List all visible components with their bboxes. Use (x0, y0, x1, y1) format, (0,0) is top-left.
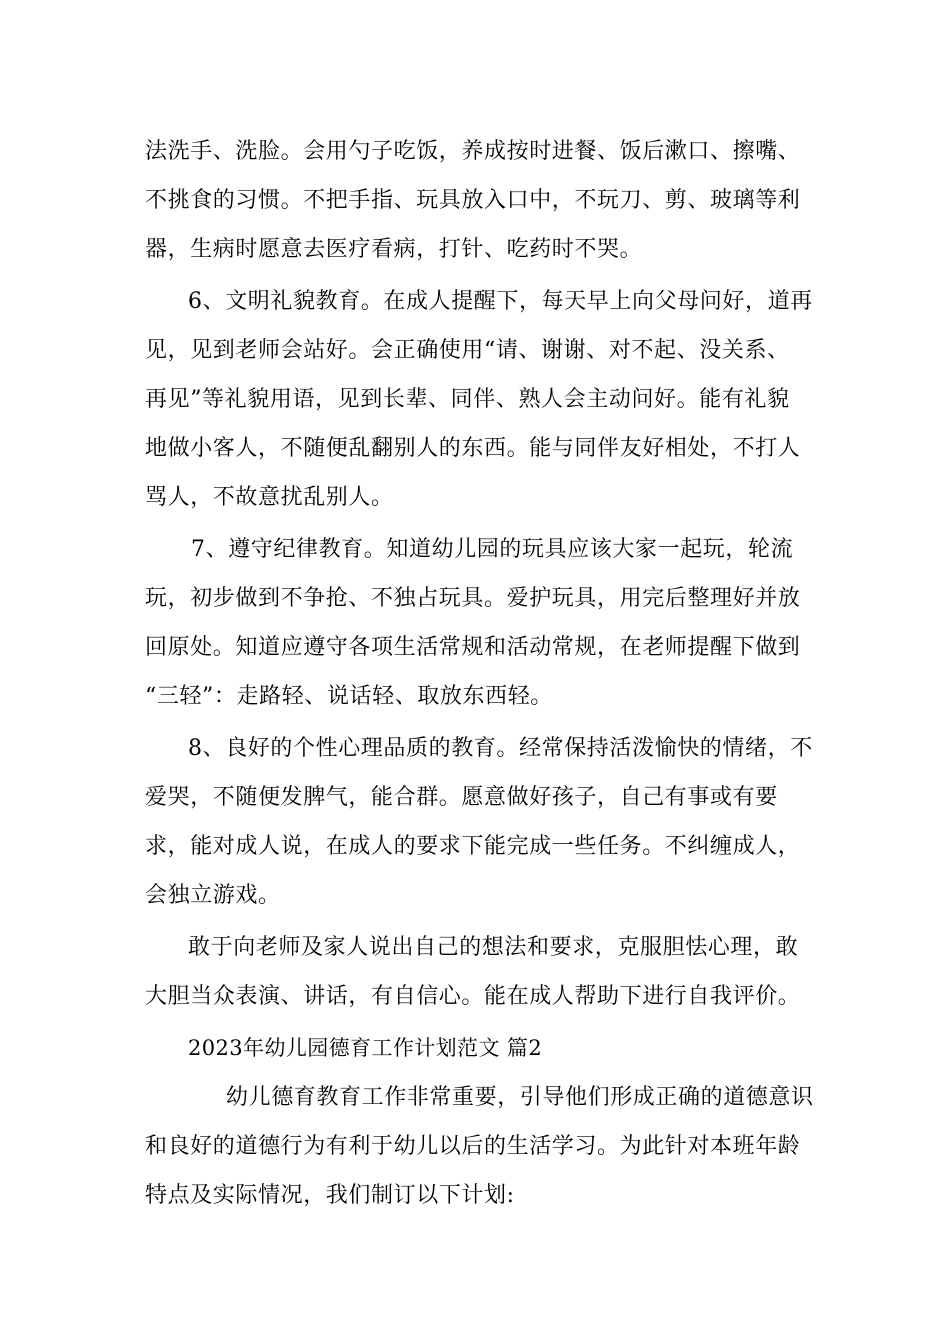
text-line: 求，能对成人说，在成人的要求下能完成一些任务。不纠缠成人， (145, 834, 801, 859)
text-line: 地做小客人，不随便乱翻别人的东西。能与同伴友好相处，不打人 (145, 436, 801, 461)
text-line: 再见”等礼貌用语，见到长辈、同伴、熟人会主动问好。能有礼貌 (145, 387, 790, 412)
text-line: 会独立游戏。 (145, 883, 281, 908)
text-line: 见，见到老师会站好。会正确使用“请、谢谢、对不起、没关系、 (145, 338, 790, 363)
text-line: 和良好的道德行为有利于幼儿以后的生活学习。为此针对本班年龄 (145, 1134, 801, 1159)
text-line: “三轻”：走路轻、说话轻、取放东西轻。 (145, 684, 553, 709)
text-line: 器，生病时愿意去医疗看病，打针、吃药时不哭。 (145, 237, 643, 262)
text-line: 大胆当众表演、讲话，有自信心。能在成人帮助下进行自我评价。 (145, 984, 801, 1009)
text-line: 法洗手、洗脸。会用勺子吃饭，养成按时进餐、饭后漱口、擦嘴、 (145, 139, 801, 164)
text-line: 爱哭，不随便发脾气，能合群。愿意做好孩子，自己有事或有要 (145, 785, 778, 810)
intro-first-line: 幼儿德育教育工作非常重要，引导他们形成正确的道德意识 (226, 1085, 814, 1110)
text-line: 骂人，不故意扰乱别人。 (145, 485, 394, 510)
paragraph-first-line: 敢于向老师及家人说出自己的想法和要求，克服胆怯心理，敢 (188, 935, 799, 960)
text-line: 不挑食的习惯。不把手指、玩具放入口中，不玩刀、剪、玻璃等利 (145, 188, 801, 213)
section-6-first-line: 6、文明礼貌教育。在成人提醒下，每天早上向父母问好，道再 (188, 289, 813, 314)
section-7-first-line: 7、遵守纪律教育。知道幼儿园的玩具应该大家一起玩，轮流 (191, 537, 794, 562)
section-heading: 2023年幼儿园德育工作计划范文 篇2 (188, 1036, 543, 1060)
text-line: 回原处。知道应遵守各项生活常规和活动常规，在老师提醒下做到 (145, 635, 801, 660)
text-line: 特点及实际情况，我们制订以下计划: (145, 1183, 515, 1208)
text-line: 玩，初步做到不争抢、不独占玩具。爱护玩具，用完后整理好并放 (145, 586, 801, 611)
section-8-first-line: 8、良好的个性心理品质的教育。经常保持活泼愉快的情绪，不 (188, 736, 813, 761)
